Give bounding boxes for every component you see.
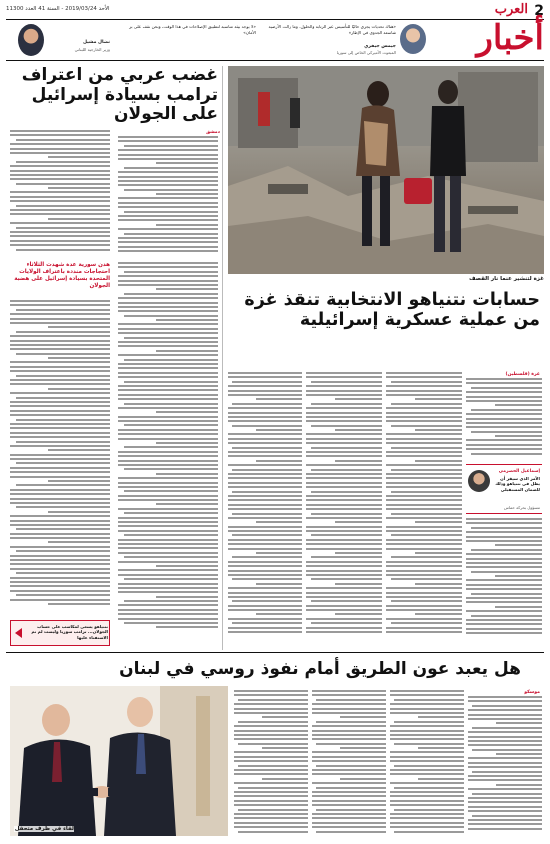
lebanon-headline: هل يعبد عون الطريق أمام نفوذ روسي في لبنان (119, 659, 521, 679)
lebanon-body-col-2 (390, 690, 464, 836)
date-line: الأحد 2019/03/24 - السنة 41 العدد 11300 (6, 6, 110, 12)
avatar (468, 470, 490, 492)
arrow-icon (15, 628, 22, 638)
brand-logo: العرب (494, 2, 528, 17)
lebanon-photo-caption: لقاء في ظرف متحفل (14, 826, 74, 832)
quote-author: إسماعيل الحضرمي (498, 469, 540, 474)
quote-right-role: المبعوث الأميركي الخاص إلى سوريا (336, 50, 396, 55)
page-number: 2 (534, 3, 544, 19)
gaza-headline: حسابات نتنياهو الانتخابية تنقذ غزة من عملية عسكرية إسرائيلية (244, 290, 540, 331)
lebanon-body-col-4 (234, 690, 308, 836)
avatar (18, 24, 44, 56)
gaza-body-col-3 (306, 372, 382, 642)
handshake-image (10, 686, 228, 836)
masthead (0, 0, 550, 60)
gaza-body-col-2 (386, 372, 462, 642)
gaza-photo (228, 66, 544, 274)
lebanon-body-col-1 (468, 696, 542, 836)
quote-right-text: «هناك تحديات يجري حاليًا للتأسيس عبر الرتابة والحلول، وما زالت الأرضية شاسعة الجدوى في الإطار» (268, 24, 396, 35)
golan-dateline: دمشق (205, 130, 220, 135)
gaza-quote-box (466, 464, 542, 514)
quote-text: الأمر الذي سيقر أن يظل في نتنياهو وذلك للضمان المستقبلي (495, 476, 540, 492)
lebanon-photo (10, 686, 228, 836)
avatar (400, 24, 426, 54)
lebanon-dateline: موسكو (524, 690, 540, 695)
gaza-body-col-4 (228, 372, 302, 642)
quote-left-text: «لا يوجد بيئة مناسبة لتطبيق الإصلاحات في هذا الوقت، ونحن نقف على بر الأمان» (129, 24, 256, 35)
golan-headline: غضب عربي من اعتراف ترامب بسيادة إسرائيل على الجولان (21, 65, 218, 125)
gaza-body-col-1 (466, 378, 542, 460)
section-title: أخبار (476, 18, 544, 58)
promo-text: نتنياهو يسعى لمكاسب على حساب الجولان... ترامب سوريا وليست لم تم الاستفتاء عليها (31, 624, 108, 640)
rubble-scene-image (228, 66, 544, 274)
quote-left-role: وزير الخارجية اللبناني (74, 47, 110, 52)
gaza-photo-caption: غزة لتنشير عنما نار القصف (469, 276, 544, 282)
golan-body-col-left (10, 130, 110, 258)
gaza-dateline: غزة (فلسطين) (505, 372, 540, 377)
promo-box[interactable] (10, 620, 110, 646)
quote-left-author: نضال مشيل (82, 40, 110, 45)
golan-body-col-right-2 (118, 262, 218, 642)
golan-body-col-left-2 (10, 300, 110, 616)
gaza-body-col-1b (466, 518, 542, 642)
lebanon-body-col-3 (312, 690, 386, 836)
quote-attribution: مسؤول بحركة حماس (504, 505, 540, 510)
quote-right-author: جيمس جيفري (364, 44, 396, 49)
golan-subhead: هدن سورية عدة شهدت الثلاثاء احتجاجات منددة باعتراف الولايات المتحدة بسيادة إسرائيل على هضبة الجولان (14, 262, 110, 289)
golan-body-col-right (118, 136, 218, 258)
